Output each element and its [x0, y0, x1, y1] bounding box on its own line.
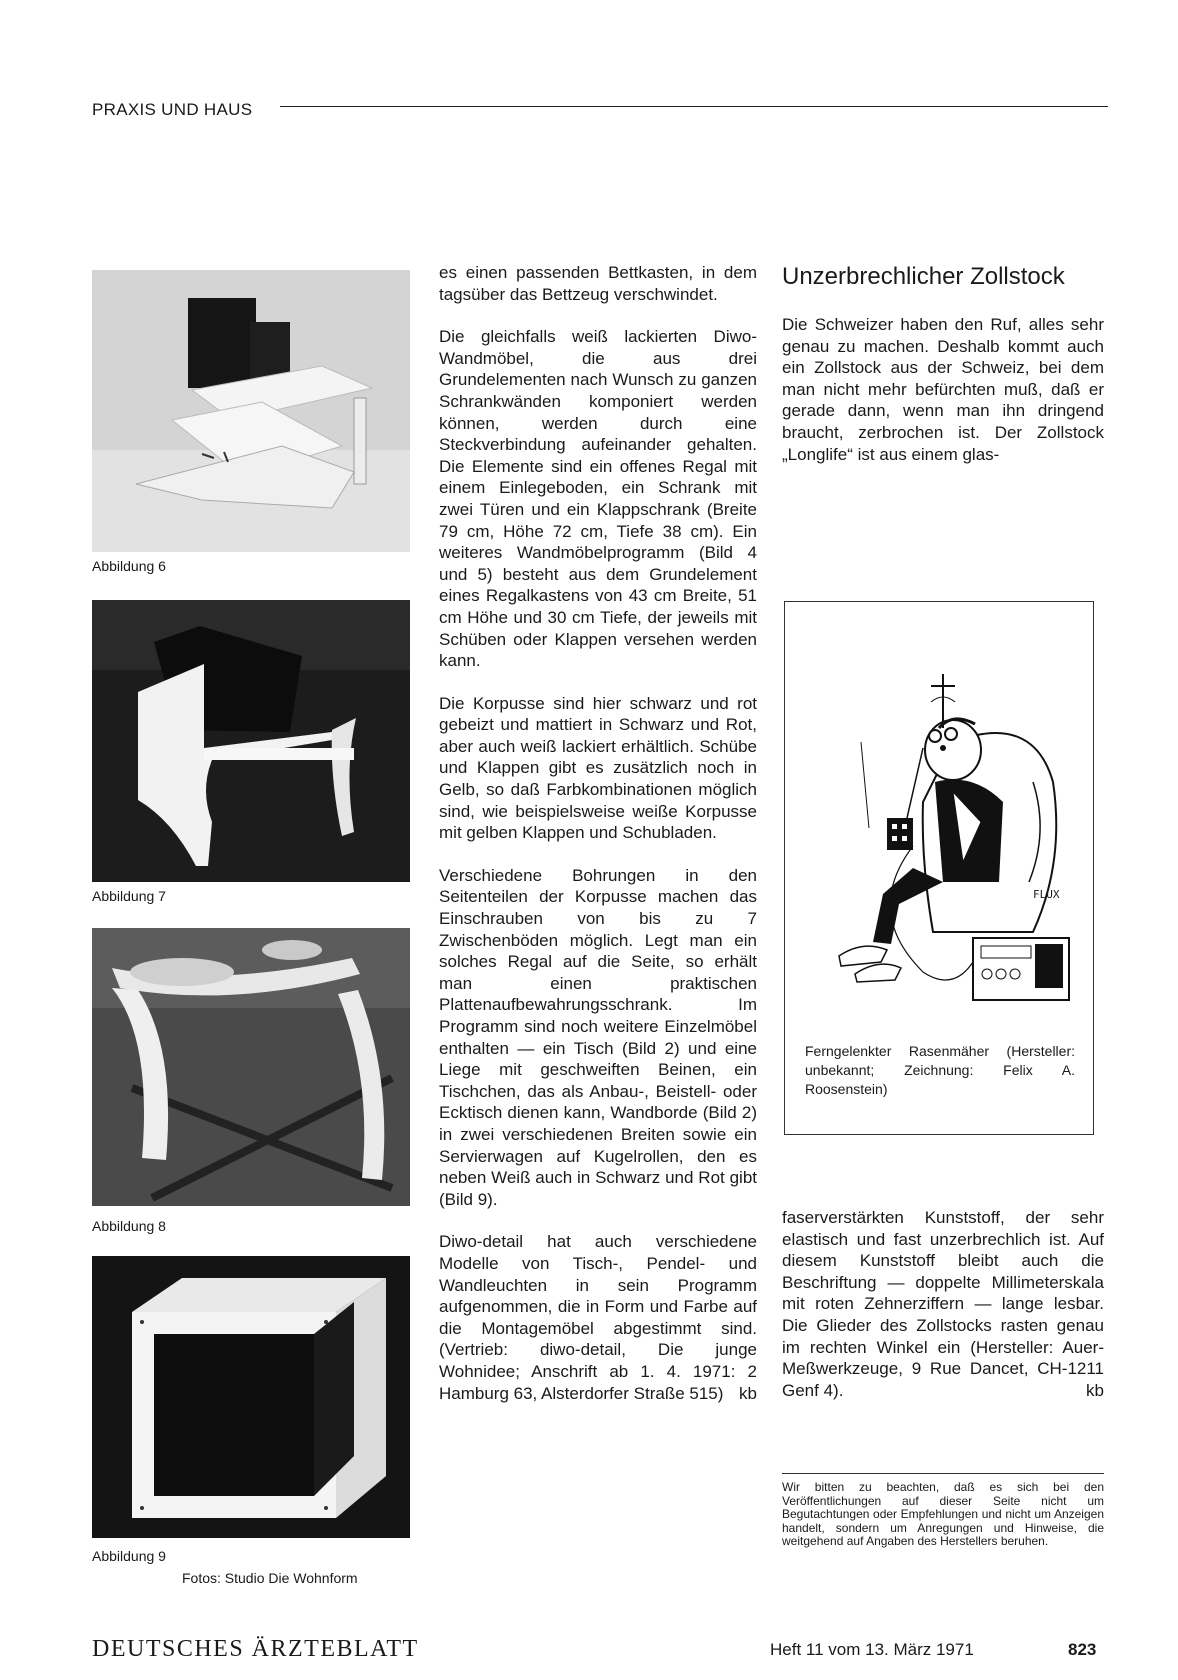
section-label: PRAXIS UND HAUS — [92, 100, 253, 119]
article-paragraph: Verschiedene Bohrungen in den Seitenteilen der Korpusse machen das Einschrauben von bis zu 7 Zwischenböden möglich. Legt man ein solches Regal auf die Seite, so erhält man einen praktischen Plattenaufbewahrungsschrank. Im Programm sind noch weitere Einzelmöbel enthalten — ein Tisch (Bild 2) und eine Liege mit geschweiften Beinen, ein Tischchen, das als Anbau-, Beistell- oder Ecktisch dienen kann, Wandborde (Bild 2) in zwei verschiedenen Breiten sowie ein Servierwagen auf Kugelrollen, den es neben Weiß auch in Schwarz und Rot gibt (Bild 9). — [439, 865, 757, 1209]
article-paragraph — [439, 1231, 757, 1404]
figure-8-caption: Abbildung 8 — [92, 1218, 166, 1234]
figure-7-caption: Abbildung 7 — [92, 888, 166, 904]
article-paragraph: Die Schweizer haben den Ruf, alles sehr genau zu machen. Deshalb kommt auch ein Zollstock aus der Schweiz, bei dem man nicht mehr befürchten muß, daß er gerade dann, wenn man ihn dringend braucht, zerbrochen ist. Der Zollstock „Longlife“ ist aus einem glas- — [782, 315, 1104, 464]
figure-6-caption: Abbildung 6 — [92, 558, 166, 574]
article-paragraph-text: faserverstärkten Kunststoff, der sehr elastisch und fast unzerbrechlich ist. Auf diesem Kunststoff bleibt auch die Beschriftung — doppelte Millimeterskala mit roten Zehnerziffern — lange lesbar. Die Glieder des Zollstocks rasten genau im rechten Winkel ein (Hersteller: Auer-Meßwerkzeuge, 9 Rue Dancet, CH-1211 Genf 4). — [782, 1208, 1104, 1400]
article-paragraph — [782, 1207, 1104, 1401]
article-signature: kb — [739, 1383, 757, 1403]
cartoon-caption: Ferngelenkter Rasenmäher (Hersteller: unbekannt; Zeichnung: Felix A. Roosenstein) — [805, 1043, 1075, 1097]
figure-7-photo — [92, 600, 410, 882]
magazine-title: DEUTSCHES ÄRZTEBLATT — [92, 1636, 419, 1662]
issue-info: Heft 11 vom 13. März 1971 — [770, 1640, 974, 1659]
header-rule — [280, 106, 1108, 107]
article-paragraph: es einen passenden Bettkasten, in dem tagsüber das Bettzeug verschwindet. — [439, 263, 757, 304]
cartoon-signature: FLUX — [1033, 888, 1060, 901]
article-furniture — [439, 262, 757, 1404]
article-zollstock — [782, 262, 1104, 486]
page-number: 823 — [1068, 1640, 1097, 1659]
disclaimer-note: Wir bitten zu beachten, daß es sich bei den Veröffentlichungen auf dieser Seite nicht um Begutachtungen oder Empfehlungen und nicht um Anzeigen handelt, sondern um Anregungen und Hinweise, die weitgehend auf Angaben des Herstellers beruhen. — [782, 1480, 1104, 1549]
photo-credit: Fotos: Studio Die Wohnform — [182, 1570, 358, 1586]
figure-9-photo — [92, 1256, 410, 1538]
article-paragraph: Die Korpusse sind hier schwarz und rot gebeizt und mattiert in Schwarz und Rot, aber auch weiß lackiert erhältlich. Schübe und Klappen gibt es zusätzlich noch in Gelb, so daß Farbkombinationen möglich sind, wie beispielsweise weiße Korpusse mit gelben Klappen und Schubladen. — [439, 693, 757, 843]
article-paragraph-text: Diwo-detail hat auch verschiedene Modelle von Tisch-, Pendel- und Wandleuchten in sein Programm aufgenommen, die in Form und Farbe auf die Montagemöbel abgestimmt sind. (Vertrieb: diwo-detail, Die junge Wohnidee; Anschrift ab 1. 4. 1971: 2 Hamburg 63, Alsterdorfer Straße 515) — [439, 1232, 757, 1403]
figure-9-caption: Abbildung 9 — [92, 1548, 166, 1564]
figure-6-photo — [92, 270, 410, 552]
cartoon-box — [784, 601, 1094, 1135]
article-title: Unzerbrechlicher Zollstock — [782, 263, 1065, 290]
article-zollstock-continued — [782, 1207, 1104, 1401]
note-rule — [782, 1473, 1104, 1474]
figure-8-photo — [92, 928, 410, 1206]
article-paragraph: Die gleichfalls weiß lackierten Diwo-Wandmöbel, die aus drei Grundelementen nach Wunsch zu ganzen Schrankwänden komponiert werden können, werden durch eine Steckverbindung aufeinander gehalten. Die Elemente sind ein offenes Regal mit einem Einlegeboden, ein Schrank mit zwei Türen und ein Klappschrank (Breite 79 cm, Höhe 72 cm, Tiefe 38 cm). Ein weiteres Wandmöbelprogramm (Bild 4 und 5) besteht aus dem Grundelement eines Regalkastens von 43 cm Breite, 51 cm Höhe und 30 cm Tiefe, der jeweils mit Schüben oder Klappen versehen werden kann. — [439, 327, 757, 671]
article-signature: kb — [1086, 1380, 1104, 1400]
cartoon-illustration — [803, 632, 1075, 1008]
